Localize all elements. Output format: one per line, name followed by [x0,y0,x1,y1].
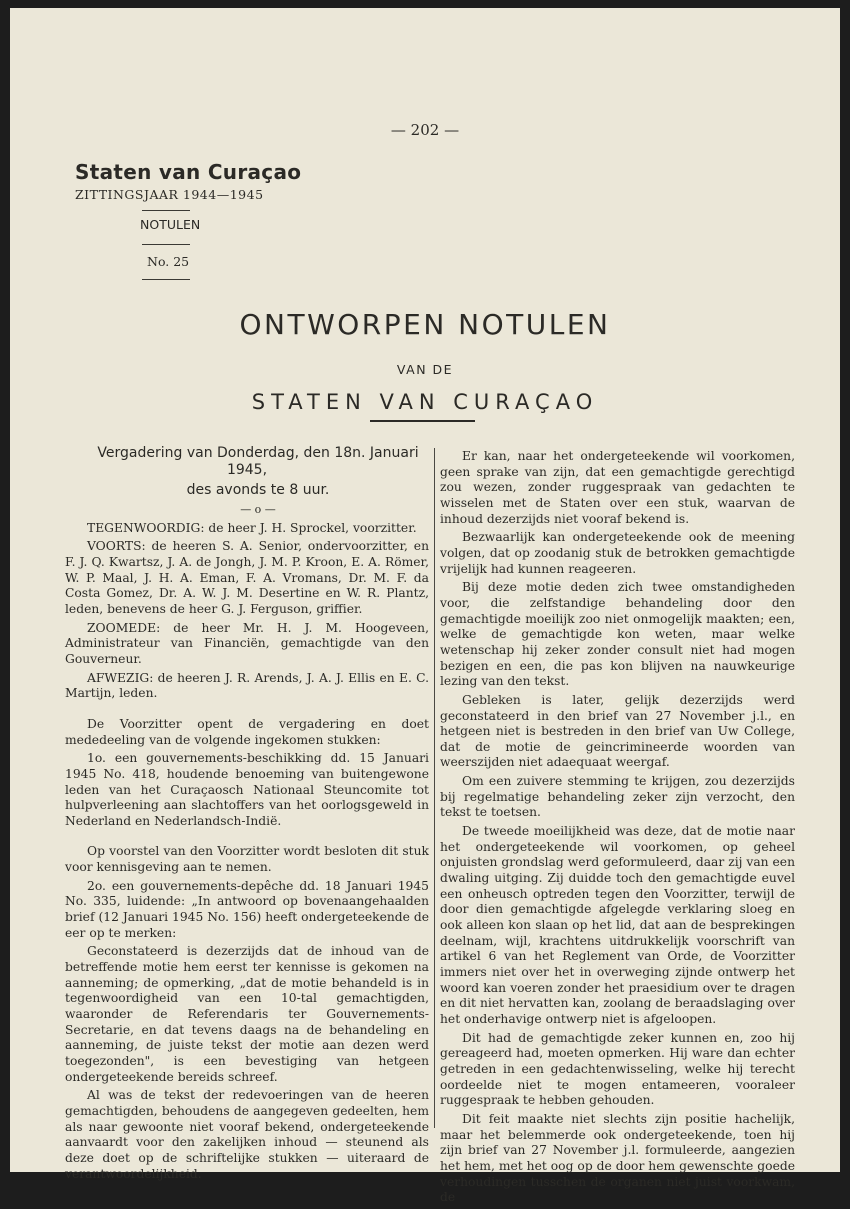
paragraph: Geconstateerd is dezerzijds dat de inhoud van de betreffende motie hem eerst ter kennisse is gekomen na aanneming; de opmerking, „dat de motie behandeld is in tegenwoordigheid van een 10-tal gemachtigden, waaronder de Referendaris ter Gouvernements-Secretarie, en dat tevens daags na de behandeling en aanneming, de juiste tekst der motie aan dezen werd toegezonden", is een bevestiging van hetgeen ondergeteekende bereids schreef. [65,944,429,1084]
label-voorts: VOORTS: [87,539,146,554]
text-voorts: de heeren S. A. Senior, ondervoorzitter, en F. J. Q. Kwartsz, J. A. de Jongh, J. M. P. Kroon, E. A. Römer, W. P. Maal, J. H. A. Eman, F. A. Vromans, Dr. M. F. da Costa Gomez, Dr. A. W. J. M. Desertine en W. R. Plantz, leden, benevens de heer G. J. Ferguson, griffier. [65,539,429,616]
title-van-de: VAN DE [396,362,454,377]
paragraph: Dit feit maakte niet slechts zijn positie hachelijk, maar het belemmerde ook ondergeteekende, toen hij zijn brief van 27 November j.l. formuleerde, aangezien het hem, met het oog op de door hem gewenschte goede verhoudingen tusschen de organen niet juist voorkwam, de [440,1111,795,1205]
text-tegenwoordig: de heer J. H. Sprockel, voorzitter. [204,520,417,535]
paragraph: Dit had de gemachtigde zeker kunnen en, zoo hij gereageerd had, moeten opmerken. Hij ware dan echter getreden in een gedachtenwisseling, welke hij terecht oordeelde niet te mogen entameeren, vooraleer ruggespraak te hebben gehouden. [440,1030,795,1108]
paragraph: Gebleken is later, gelijk dezerzijds werd geconstateerd in den brief van 27 November j.l., en hetgeen niet is bestreden in den brief van Uw College, dat de motie de geincrimineerde woorden van weerszijden niet adaequaat weergaf. [440,692,795,770]
meeting-time: des avonds te 8 uur. [186,482,330,498]
main-title: ONTWORPEN NOTULEN [239,308,611,341]
header-number: No. 25 [147,254,190,269]
label-afwezig: AFWEZIG: [87,670,154,685]
meeting-date: Vergadering van Donderdag, den 18n. Januari 1945, [97,445,419,478]
label-tegenwoordig: TEGENWOORDIG: [87,520,205,535]
attendance-voorts [65,539,429,617]
paragraph: Bezwaarlijk kan ondergeteekende ook de meening volgen, dat op zoodanig stuk de betrokken gemachtigde vrijelijk had kunnen reageeren. [440,530,795,576]
header-divider [142,279,190,280]
header-year: ZITTINGSJAAR 1944—1945 [75,187,264,202]
header-title: Staten van Curaçao [75,160,302,184]
paragraph: Bij deze motie deden zich twee omstandigheden voor, die zelfstandige behandeling door den gemachtigde moeilijk zoo niet onmogelijk maakten; een, welke de gemachtigde kon weten, maar welke wetenschap hij zeker zonder consult niet had mogen bezigen en een, die pas kon blijven na nauwkeurige lezing van den tekst. [440,580,795,689]
attendance-absent [65,671,429,702]
paragraph: 1o. een gouvernements-beschikking dd. 15 Januari 1945 No. 418, houdende benoeming van buitengewone leden van het Curaçaosch Nationaal Steuncomite tot hulpverleening aan slachtoffers van het oorlogsgeweld in Nederland en Nederlandsch-Indië. [65,751,429,828]
paragraph: De Voorzitter opent de vergadering en doet mededeeling van de volgende ingekomen stukken: [65,716,429,747]
column-divider [434,448,435,1128]
paragraph: Op voorstel van den Voorzitter wordt besloten dit stuk voor kennisgeving aan te nemen. [65,844,429,875]
header-divider [142,244,190,245]
page-number: — 202 — [390,121,460,139]
paragraph: Al was de tekst der redevoeringen van de heeren gemachtigden, behoudens de aangegeven gedeelten, hem als naar gewoonte niet vooraf bekend, ondergeteekende aanvaardt voor den zakelijken inhoud — steunend als deze doet op de schriftelijke stukken — uiteraard de verantwoordelijkheid. [65,1088,429,1181]
attendance-present [65,521,429,537]
document-page [10,8,840,1205]
right-column [440,449,795,1209]
text-zoomede: de heer Mr. H. J. M. Hoogeveen, Administrateur van Financiën, gemachtigde van den Gouverneur. [65,620,429,666]
title-underline [370,420,475,422]
paragraph: 2o. een gouvernements-depêche dd. 18 Januari 1945 No. 335, luidende: „In antwoord op bovenaangehaalden brief (12 Januari 1945 No. 156) heeft ondergeteekende de eer op te merken: [65,878,429,940]
header-section: NOTULEN [140,217,201,232]
text-afwezig: de heeren J. R. Arends, J. A. J. Ellis en E. C. Martijn, leden. [65,670,429,701]
paragraph: Er kan, naar het ondergeteekende wil voorkomen, geen sprake van zijn, dat een gemachtigde gerechtigd zou wezen, zonder ruggespraak van gedachten te wisselen met de Staten over een stuk, waarvan de inhoud dezerzijds niet vooraf bekend is. [440,449,795,526]
paragraph: De tweede moeilijkheid was deze, dat de motie naar het ondergeteekende wil voorkomen, op geheel onjuisten grondslag werd geformuleerd, daar zij van een dwaling uitging. Zij duidde toch den gemachtigde euvel een onheusch optreden tegen den Voorzitter, terwijl de door dien gemachtigde afgelegde verklaring sloeg en ook alleen kon slaan op het lid, dat aan de besprekingen deelnam, wijl, krachtens uitdrukkelijk voorschrift van artikel 6 van het Reglement van Orde, de Voorzitter immers niet over het in overweging zijnde ontwerp het woord kan voeren zonder het praesidium over te dragen en dit niet hervatten kan, zoolang de beraadslaging over het onderhavige ontwerp niet is afgeloopen. [440,824,795,1026]
separator: — o — [240,503,276,516]
header-divider [142,210,190,211]
label-zoomede: ZOOMEDE: [87,620,161,635]
attendance-zoomede [65,621,429,668]
left-column [65,445,429,1185]
paragraph: Om een zuivere stemming te krijgen, zou dezerzijds bij regelmatige behandeling zeker zijn verzocht, den tekst te toetsen. [440,774,795,820]
sub-title: STATEN VAN CURAÇAO [251,390,599,414]
